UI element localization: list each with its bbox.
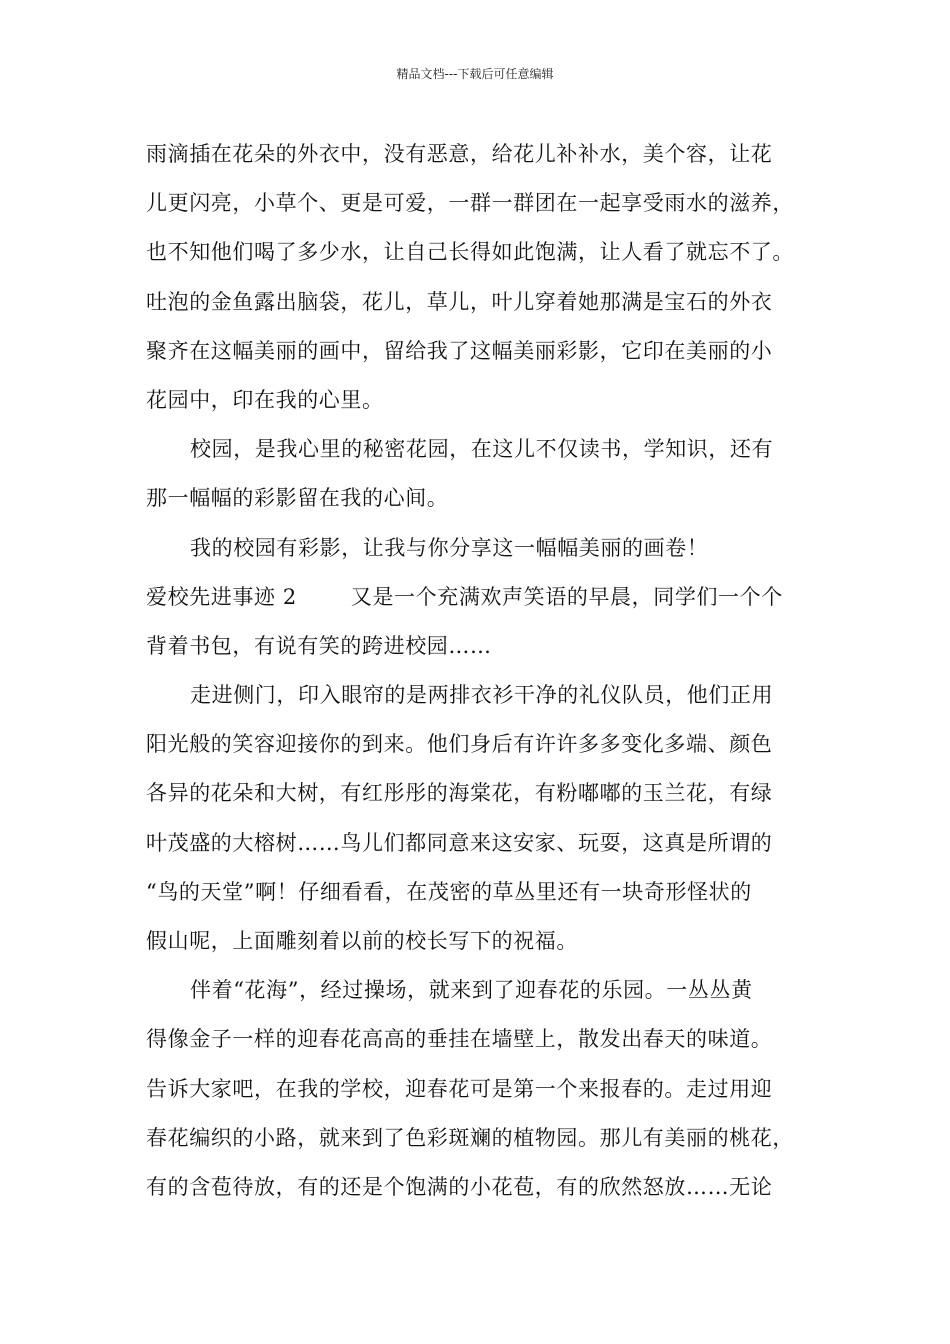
- text-line: 伴着“花海”，经过操场，就来到了迎春花的乐园。一丛丛黄: [190, 978, 753, 1003]
- text-line: 我的校园有彩影，让我与你分享这一幅幅美丽的画卷！: [190, 535, 709, 560]
- text-line: 花园中，印在我的心里。: [146, 387, 384, 412]
- text-line: 背着书包，有说有笑的跨进校园……: [146, 633, 492, 658]
- text-line: 各异的花朵和大树，有红彤彤的海棠花，有粉嘟嘟的玉兰花，有绿: [146, 781, 773, 806]
- document-body: [146, 130, 826, 1212]
- page-header: 精品文档---下载后可任意编辑: [396, 67, 554, 81]
- text-line: 阳光般的笑容迎接你的到来。他们身后有许许多多变化多端、颜色: [146, 732, 773, 757]
- section-line: [146, 573, 826, 622]
- text-line: 有的含苞待放，有的还是个饱满的小花苞，有的欣然怒放……无论: [146, 1174, 773, 1199]
- text-line: 假山呢，上面雕刻着以前的校长写下的祝福。: [146, 929, 578, 953]
- text-line: 儿更闪亮，小草个、更是可爱，一群一群团在一起享受雨水的滋养，: [146, 191, 794, 216]
- section-title: 爱校先进事迹 2: [146, 584, 297, 609]
- text-line: 春花编织的小路，就来到了色彩斑斓的植物园。那儿有美丽的桃花，: [146, 1125, 794, 1150]
- text-line: 走进侧门，印入眼帘的是两排衣衫干净的礼仪队员，他们正用: [190, 683, 774, 708]
- text-line: 也不知他们喝了多少水，让自己长得如此饱满，让人看了就忘不了。: [146, 240, 794, 265]
- section-text: 又是一个充满欢声笑语的早晨，同学们一个个: [350, 584, 783, 609]
- text-line: 那一幅幅的彩影留在我的心间。: [146, 486, 449, 511]
- text-line: 叶茂盛的大榕树……鸟儿们都同意来这安家、玩耍，这真是所谓的: [146, 830, 773, 855]
- text-line: 聚齐在这幅美丽的画中，留给我了这幅美丽彩影，它印在美丽的小: [146, 338, 773, 363]
- text-line: 校园，是我心里的秘密花园，在这儿不仅读书，学知识，还有: [190, 437, 774, 462]
- text-line: 雨滴插在花朵的外衣中，没有恶意，给花儿补补水，美个容，让花: [146, 142, 773, 166]
- text-line: 吐泡的金鱼露出脑袋，花儿，草儿，叶儿穿着她那满是宝石的外衣: [146, 289, 773, 314]
- text-line: 告诉大家吧，在我的学校，迎春花可是第一个来报春的。走过用迎: [146, 1076, 773, 1101]
- text-line: “鸟的天堂”啊！仔细看看，在茂密的草丛里还有一块奇形怪状的: [146, 879, 752, 904]
- text-line: 得像金子一样的迎春花高高的垂挂在墙壁上，散发出春天的味道。: [146, 1027, 773, 1052]
